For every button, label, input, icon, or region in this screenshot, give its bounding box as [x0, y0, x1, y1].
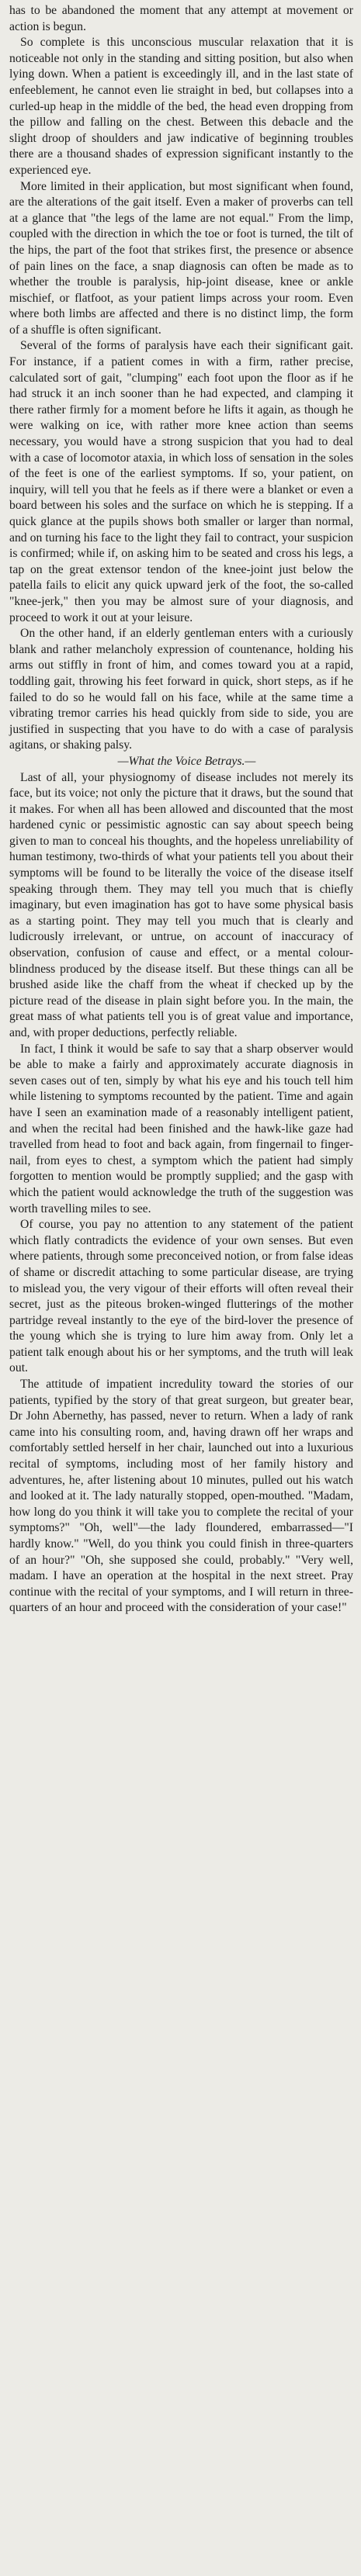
paragraph-9: The attitude of impatient incredulity toward the stories of our patients, typified by the story of that great surgeon, but greater bear, Dr John Abernethy, has passed, never to return. When a lady of rank came into his consulting room, and, having drawn off her wraps and comfortably settled herself in her chair, launched out into a luxurious recital of symptoms, including most of her family history and adventures, he, after listening about 10 minutes, pulled out his watch and looked at it. The lady naturally stopped, open-mouthed. "Madam, how long do you think it will take you to complete the recital of your symptoms?" "Oh, well"—the lady floundered, embarrassed—"I hardly know." "Well, do you think you could finish in three-quarters of an hour?" "Oh, she supposed she could, probably." "Very well, madam. I have an operation at the hospital in the next street. Pray continue with the recital of your symptoms, and I will return in three-quarters of an hour and proceed with the consideration of your case!" — [9, 1378, 353, 1615]
paragraph-1: has to be abandoned the moment that any attempt at movement or action is begun. — [9, 4, 353, 33]
paragraph-2: So complete is this unconscious muscular relaxation that it is noticeable not only in the standing and sitting position, but also when lying down. When a patient is exceedingly ill, and in the last state of enfeeblement, he cannot even lie straight in bed, but collapses into a curled-up heap in the middle of the bed, the head even dropping from the pillow and falling on the chest. Between this debacle and the slight droop of shoulders and jaw indicative of beginning troubles there are a thousand shades of expression significant instantly to the experienced eye. — [9, 36, 353, 177]
paragraph-7: In fact, I think it would be safe to say that a sharp observer would be able to make a fairly and approximately accurate diagnosis in seven cases out of ten, simply by what his eye and his touch tell him while listening to symptoms recounted by the patient. Time and again have I seen an examination made of a reasonably intelligent patient, and when the recital had been finished and the hawk-like gaze had travelled from head to foot and back again, from fingernail to finger-nail, from eyes to chest, a symptom which the patient had simply forgotten to mention would be promptly supplied; and the gasp with which the patient would acknowledge the truth of the suggestion was worth travelling miles to see. — [9, 1042, 353, 1215]
paragraph-8: Of course, you pay no attention to any statement of the patient which flatly contradicts the evidence of your own senses. But even where patients, through some preconceived notion, or from false ideas of shame or discredit attaching to some particular disease, are trying to mislead you, the very vigour of their efforts will often reveal their secret, just as the piteous broken-winged flutterings of the mother partridge reveal instantly to the eye of the bird-lover the presence of the young which she is trying to lure him away from. Only let a patient talk enough about his or her symptoms, and the truth will leak out. — [9, 1218, 353, 1375]
paragraph-4: Several of the forms of paralysis have each their significant gait. For instance, if a patient comes in with a firm, rather precise, calculated sort of gait, "clumping" each foot upon the floor as if he had struck it an inch sooner than he had expected, and clamping it there rather firmly for a moment before he lifts it again, as though he were walking on ice, with rather more knee action than seems necessary, you would have a strong suspicion that you had to deal with a case of locomotor ataxia, in which loss of sensation in the soles of the feet is one of the earliest symptoms. If so, your patient, on inquiry, will tell you that he feels as if there were a blanket or even a board between his soles and the surface on which he is stepping. If a quick glance at the pupils shows both smaller or larger than normal, and on turning his face to the light they fail to contract, your suspicion is confirmed; while if, on asking him to be seated and cross his legs, a tap on the great extensor tendon of the knee-joint just below the patella fails to elicit any quick upward jerk of the foot, the so-called "knee-jerk," then you may be almost sure of your diagnosis, and proceed to work it out at your leisure. — [9, 339, 353, 624]
section-subheading: —What the Voice Betrays.— — [117, 754, 256, 768]
paragraph-3: More limited in their application, but most significant when found, are the alterations of the gait itself. Even a maker of proverbs can tell at a glance that "the legs of the lame are not equal." From the limp, coupled with the direction in which the toe or foot is turned, the tilt of the hips, the part of the foot that strikes first, the presence or absence of pain lines on the face, a snap diagnosis can often be made as to whether the trouble is paralysis, hip-joint disease, knee or ankle mischief, or flatfoot, as your patient limps across your room. Even where both limbs are affected and there is no distinct limp, the form of a shuffle is often significant. — [9, 179, 353, 337]
paragraph-5: On the other hand, if an elderly gentleman enters with a curiously blank and rather melancholy expression of countenance, holding his arms out stiffly in front of him, and comes toward you at a rapid, toddling gait, throwing his feet forward in quick, short steps, as if he failed to do so he would fall on his face, while at the same time a vibrating tremor carries his head quickly from side to side, you are justified in suspecting that you have to do with a case of paralysis agitans, or shaking palsy. — [9, 627, 353, 752]
paragraph-6: Last of all, your physiognomy of disease includes not merely its face, but its voice; not only the picture that it draws, but the sound that it makes. For when all has been allowed and discounted that the most hardened cynic or pessimistic agnostic can say about speech being given to man to conceal his thoughts, and the hopeless unreliability of human testimony, two-thirds of what your patients tell you about their symptoms will be found to be literally the voice of the disease itself speaking through them. They may tell you much that is chiefly imaginary, but even imagination has got to have some physical basis as a starting point. They may tell you much that is clearly and ludicrously irrelevant, or untrue, on account of inaccuracy of observation, confusion of cause and effect, or a mental colour-blindness produced by the disease itself. But these things can all be brushed aside like the chaff from the wheat if checked up by the picture read of the disease in plain sight before you. In the main, the great mass of what patients tell you is of great value and importance, and, with proper deductions, perfectly reliable. — [9, 770, 353, 1039]
